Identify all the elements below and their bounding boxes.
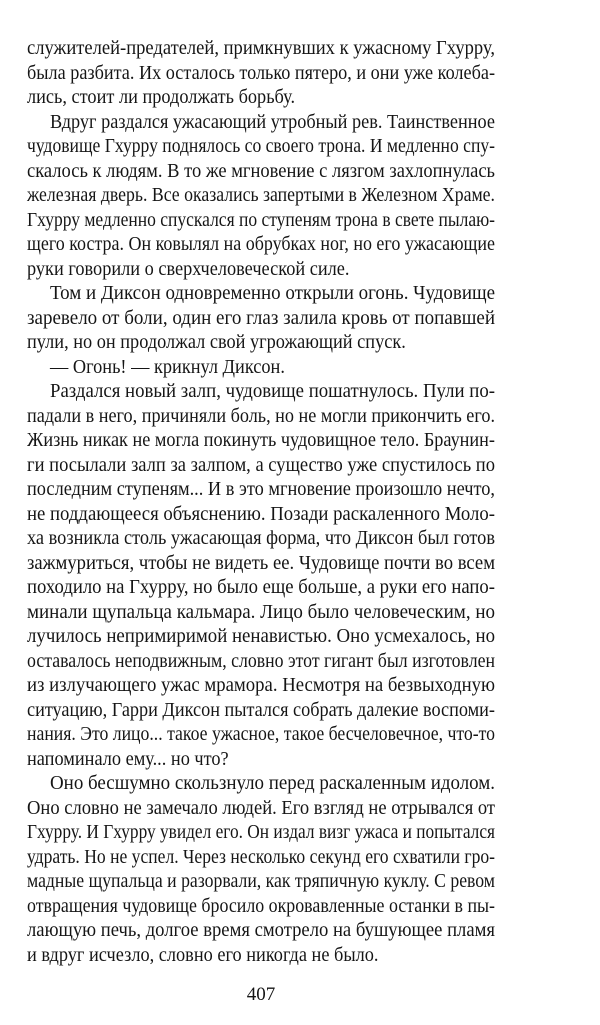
line-text: не поддающееся объяснению. Позади раскаленного Моло-: [27, 502, 495, 525]
text-line: [27, 820, 495, 845]
line-text: отвращения чудовище бросило окровавленные останки в пы-: [27, 894, 495, 917]
text-line: [27, 796, 495, 821]
paragraph-first-line: [27, 110, 495, 135]
page-number: 407: [246, 984, 276, 1005]
text-line: [27, 36, 495, 61]
text-line: [27, 61, 495, 86]
line-text: последним ступеням... И в это мгновение произошло нечто,: [27, 478, 495, 500]
paragraph-first-line: [27, 379, 495, 404]
line-text: пули, но он продолжал свой угрожающий спуск.: [27, 331, 406, 353]
line-text: зажмуриться, чтобы не видеть ее. Чудовище почти во всем: [27, 551, 495, 574]
text-line: [27, 428, 495, 453]
text-line: [27, 330, 495, 355]
line-text: и вдруг исчезло, словно его никогда не было.: [27, 943, 379, 966]
text-line: [27, 600, 495, 625]
line-text: удрать. Но не успел. Через несколько секунд его схватили гро-: [27, 845, 495, 868]
line-text: — Огонь! — крикнул Диксон.: [50, 355, 285, 378]
line-text: походило на Гхурру, но было еще больше, а руки его напо-: [27, 576, 495, 598]
text-line: [27, 551, 495, 576]
text-line: [27, 502, 495, 527]
paragraph-first-line: [27, 355, 495, 380]
text-line: [27, 918, 495, 943]
text-line: [27, 698, 495, 723]
line-text: падали в него, причиняли боль, но не могли прикончить его.: [27, 404, 495, 427]
line-text: заревело от боли, один его глаз залила кровь от попавшей: [27, 306, 495, 329]
line-text: ситуацию, Гарри Диксон пытался собрать далекие воспоми-: [27, 698, 495, 721]
line-text: Гхурру. И Гхурру увидел его. Он издал визг ужаса и попытался: [27, 821, 495, 843]
line-text: скалось к людям. В то же мгновение с лязгом захлопнулась: [27, 159, 495, 182]
line-text: ха возникла столь ужасающая форма, что Диксон был готов: [27, 527, 495, 549]
line-text: лись, стоит ли продолжать борьбу.: [27, 86, 296, 108]
text-line: [27, 85, 495, 110]
text-line: [27, 845, 495, 870]
book-page-text: [27, 36, 495, 967]
line-text: ги посылали залп за залпом, а существо уже спустилось по: [27, 453, 495, 476]
line-text: Вдруг раздался ужасающий утробный рев. Таинственное: [50, 110, 495, 133]
text-line: [27, 747, 495, 772]
text-line: [27, 404, 495, 429]
line-text: напоминало ему... но что?: [27, 747, 229, 770]
text-line: [27, 477, 495, 502]
line-text: руки говорили о сверхчеловеческой силе.: [27, 257, 350, 280]
line-text: минали щупальца кальмара. Лицо было человеческим, но: [27, 600, 495, 623]
line-text: служителей-предателей, примкнувших к ужасному Гхурру,: [27, 37, 495, 59]
line-text: Раздался новый залп, чудовище пошатнулось. Пули по-: [50, 380, 495, 402]
line-text: чудовище Гхурру поднялось со своего трона. И медленно спу-: [27, 135, 495, 157]
line-text: щего костра. Он ковылял на обрубках ног, но его ужасающие: [27, 233, 495, 255]
line-text: железная дверь. Все оказались запертыми в Железном Храме.: [27, 184, 495, 206]
line-text: была разбита. Их осталось только пятеро, и они уже колеба-: [27, 61, 495, 84]
text-line: [27, 159, 495, 184]
line-text: из излучающего ужас мрамора. Несмотря на безвыходную: [27, 674, 495, 696]
line-text: Оно словно не замечало людей. Его взгляд не отрывался от: [27, 796, 495, 819]
text-line: [27, 869, 495, 894]
line-text: Жизнь никак не могла покинуть чудовищное тело. Браунин-: [27, 429, 495, 451]
text-line: [27, 943, 495, 968]
text-line: [27, 722, 495, 747]
line-text: нания. Это лицо... такое ужасное, такое бесчеловечное, что-то: [27, 723, 495, 745]
line-text: Оно бесшумно скользнуло перед раскаленным идолом.: [50, 772, 495, 794]
text-line: [27, 208, 495, 233]
text-line: [27, 526, 495, 551]
text-line: [27, 894, 495, 919]
text-line: [27, 134, 495, 159]
line-text: мадные щупальца и разорвали, как тряпичную куклу. С ревом: [27, 870, 495, 892]
text-line: [27, 306, 495, 331]
text-line: [27, 183, 495, 208]
text-line: [27, 232, 495, 257]
text-line: [27, 649, 495, 674]
text-line: [27, 673, 495, 698]
text-line: [27, 624, 495, 649]
text-line: [27, 453, 495, 478]
line-text: лучилось непримиримой ненавистью. Оно усмехалось, но: [27, 625, 495, 647]
text-line: [27, 257, 495, 282]
line-text: Том и Диксон одновременно открыли огонь. Чудовище: [50, 282, 495, 304]
line-text: оставалось неподвижным, словно этот гигант был изготовлен: [27, 649, 495, 672]
line-text: Гхурру медленно спускался по ступеням трона в свете пылаю-: [27, 208, 495, 231]
line-text: лающую печь, долгое время смотрело на бушующее пламя: [27, 919, 495, 941]
paragraph-first-line: [27, 281, 495, 306]
paragraph-first-line: [27, 771, 495, 796]
text-line: [27, 575, 495, 600]
